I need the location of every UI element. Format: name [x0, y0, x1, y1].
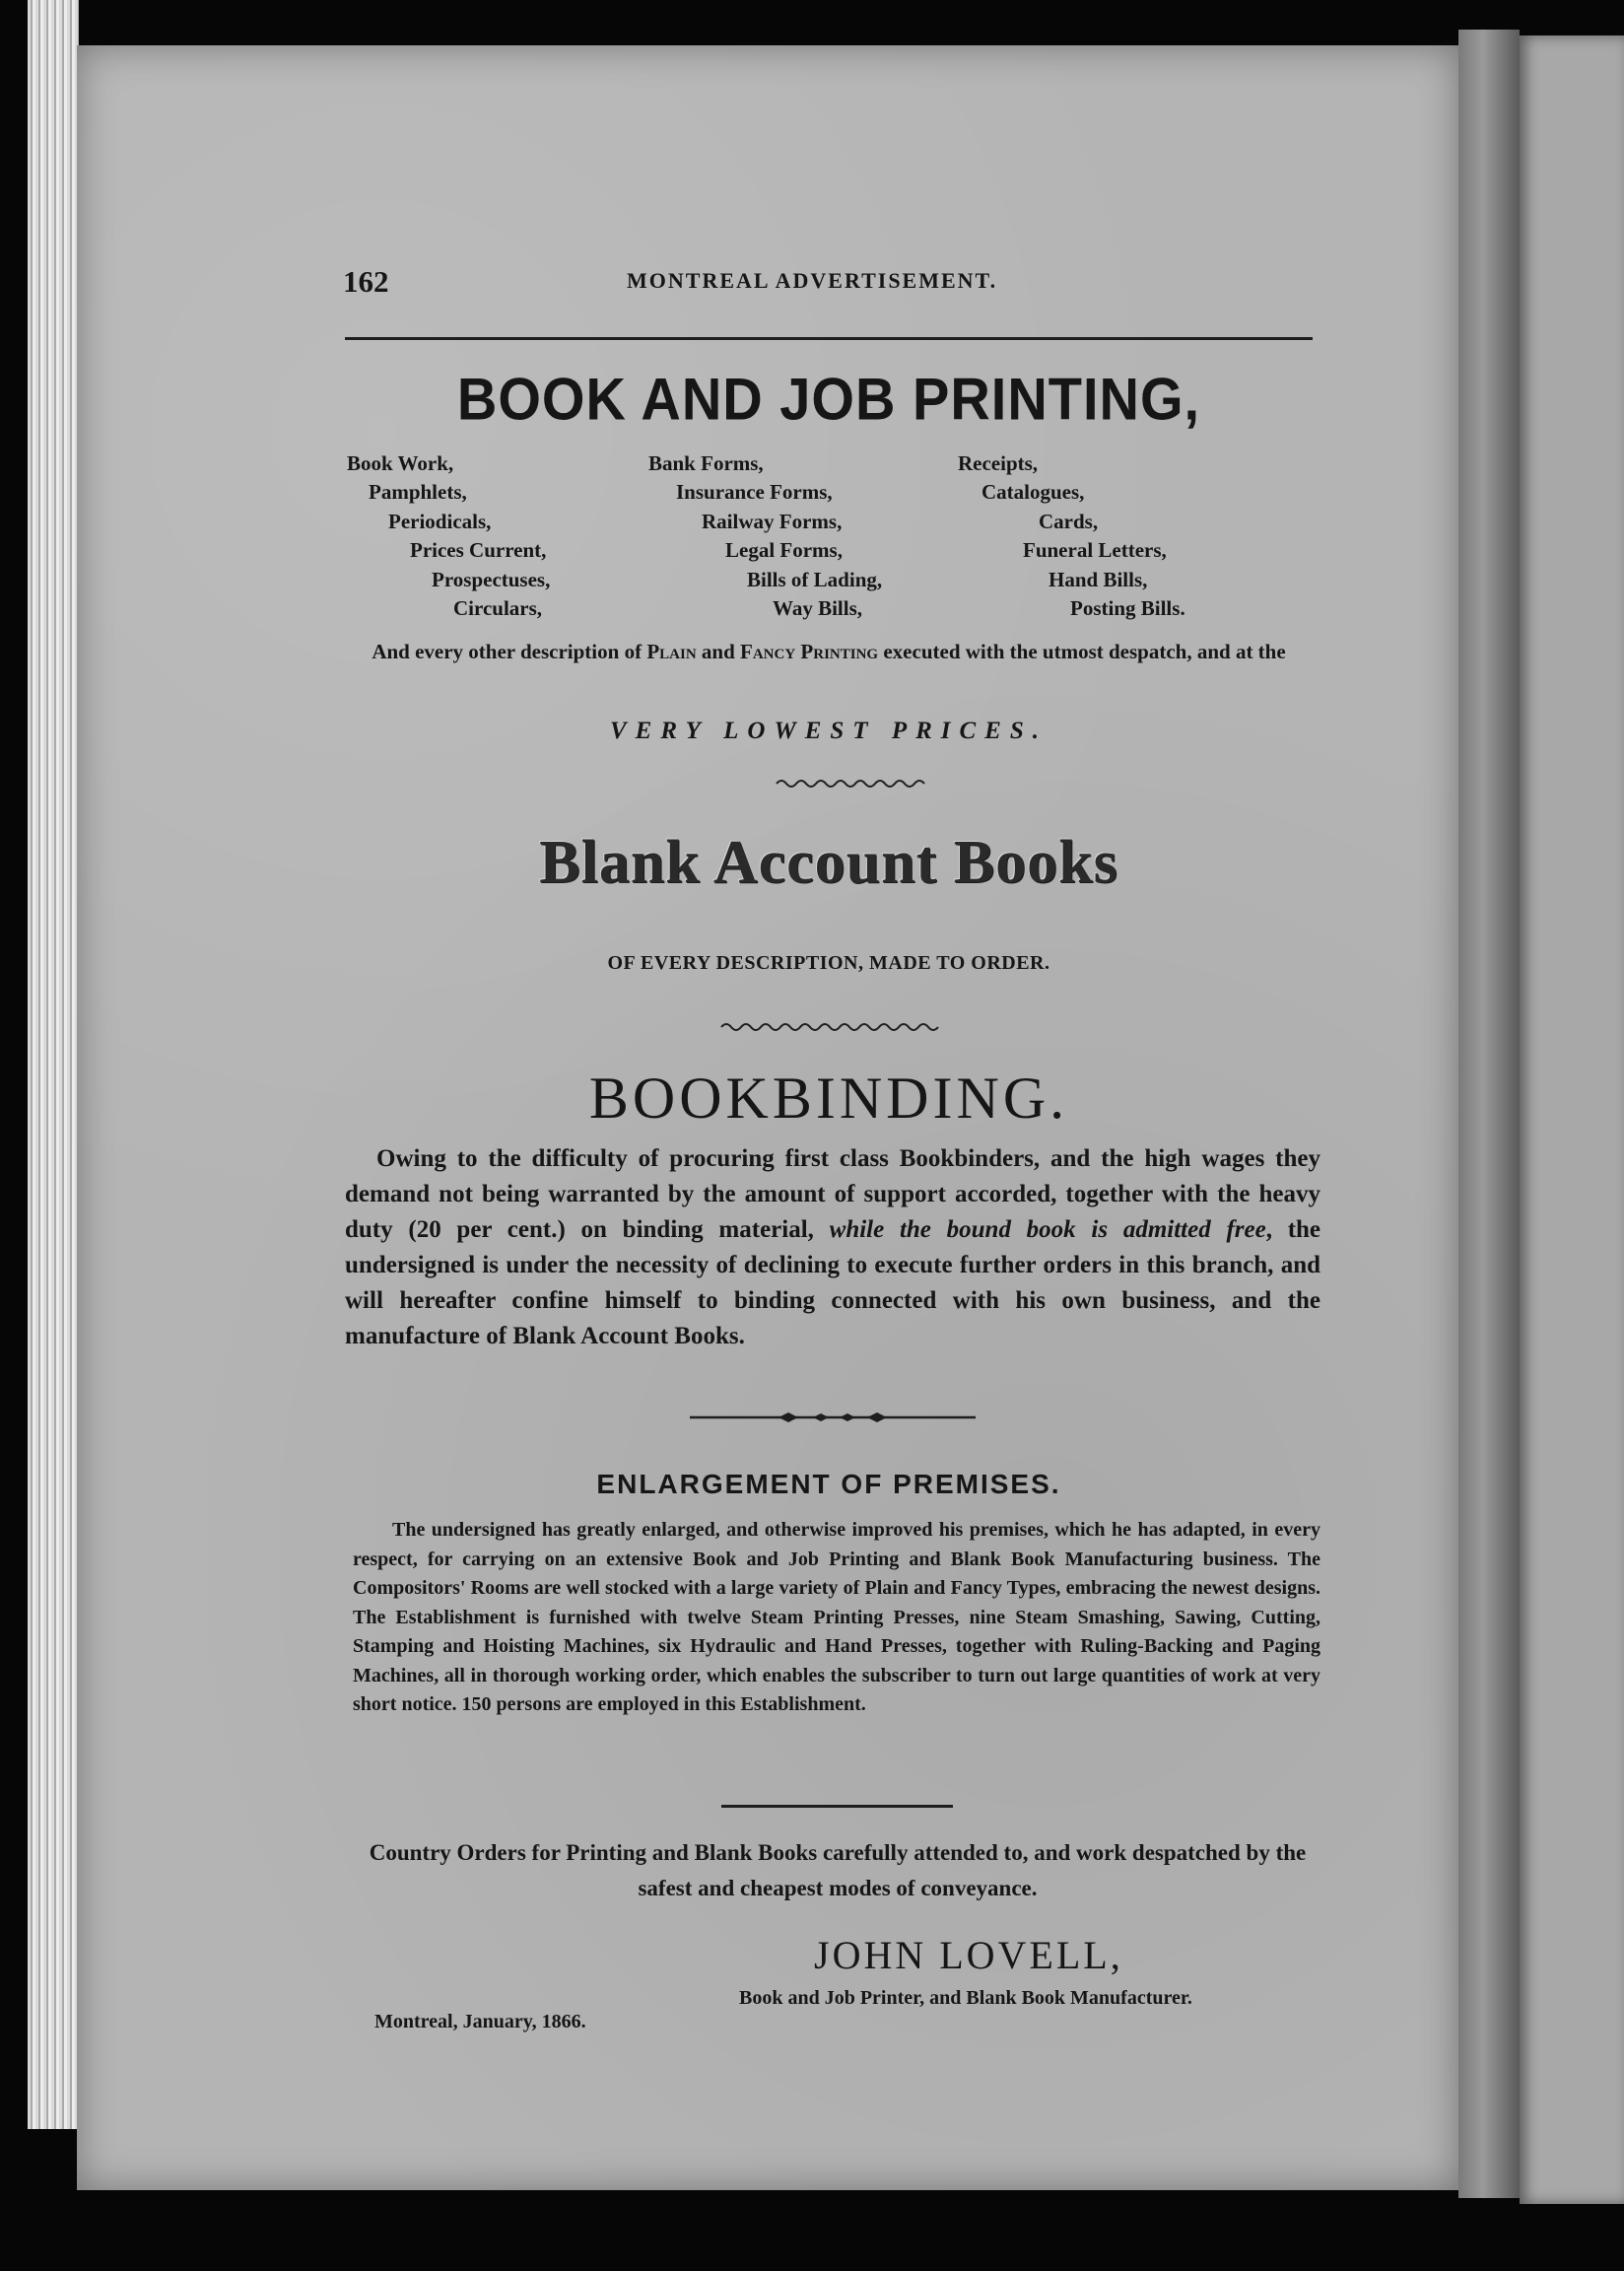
wavy-divider-2 [719, 1021, 942, 1033]
list-item: Way Bills, [773, 596, 863, 621]
printing-list-column-1 [347, 449, 550, 623]
closing-rule [721, 1805, 953, 1808]
heading-enlargement-of-premises: ENLARGEMENT OF PREMISES. [596, 1469, 1061, 1499]
list-item: Funeral Letters, [1023, 538, 1167, 563]
list-item: Book Work, [347, 451, 454, 475]
list-item: Insurance Forms, [676, 480, 833, 505]
blank-books-subheading: OF EVERY DESCRIPTION, MADE TO ORDER. [607, 952, 1050, 974]
signer-name: JOHN LOVELL, [814, 1933, 1123, 1977]
other-printing-description: And every other description of Plain and Fancy Printing executed with the utmost despatch, and at the [372, 640, 1286, 663]
header-rule [345, 337, 1313, 340]
list-item: Receipts, [958, 451, 1039, 475]
heading-bookbinding: BOOKBINDING. [588, 1066, 1069, 1131]
book-gutter [1458, 30, 1520, 2198]
printing-list-column-3 [958, 449, 1185, 623]
heading-book-and-job-printing: BOOK AND JOB PRINTING, [456, 365, 1201, 433]
list-item: Cards, [1039, 509, 1099, 533]
list-item: Railway Forms, [702, 509, 843, 533]
list-item: Catalogues, [981, 480, 1085, 505]
very-lowest-prices: VERY LOWEST PRICES. [610, 718, 1048, 744]
italic-phrase: while the bound book is admitted free [829, 1216, 1266, 1243]
adjacent-page-strip [1520, 35, 1624, 2204]
book-page-edges [28, 0, 79, 2129]
list-item: Periodicals, [388, 509, 492, 533]
list-item: Posting Bills. [1070, 596, 1185, 621]
dateline: Montreal, January, 1866. [374, 2011, 586, 2032]
country-orders-notice: Country Orders for Printing and Blank Books carefully attended to, and work despatched by the safest and cheapest modes of conveyance. [369, 1840, 1307, 1900]
running-head: MONTREAL ADVERTISEMENT. [627, 268, 998, 293]
page-number: 162 [343, 264, 389, 299]
list-item: Bank Forms, [648, 451, 764, 475]
list-item: Bills of Lading, [747, 567, 883, 591]
printing-list-column-2 [648, 449, 882, 623]
plain-printing-label: Plain [646, 640, 697, 663]
wavy-divider-1 [775, 778, 932, 790]
list-item: Circulars, [453, 596, 543, 621]
list-item: Prices Current, [410, 538, 547, 563]
signer-title: Book and Job Printer, and Blank Book Manufacturer. [739, 1987, 1192, 2009]
bookbinding-paragraph: Owing to the difficulty of procuring first class Bookbinders, and the high wages they demand not being warranted by the amount of support accorded, together with the heavy duty (20 per cent.) on binding material, while the bound book is admitted free, the undersigned is under the necessity of declining to execute further orders in this branch, and will hereafter confine himself to binding connected with his own business, and the manufacture of Blank Account Books. [345, 1145, 1321, 1349]
heading-blank-account-books: Blank Account Books [539, 829, 1118, 896]
enlargement-paragraph: The undersigned has greatly enlarged, and otherwise improved his premises, which he has adapted, in every respect, for carrying on an extensive Book and Job Printing and Blank Book Manufacturing business. The Compositors' Rooms are well stocked with a large variety of Plain and Fancy Types, embracing the newest designs. The Establishment is furnished with twelve Steam Printing Presses, nine Steam Smashing, Sawing, Cutting, Stamping and Hoisting Machines, six Hydraulic and Hand Presses, together with Ruling-Backing and Paging Machines, all in thorough working order, which enables the subscriber to turn out large quantities of work at very short notice. 150 persons are employed in this Establishment. [353, 1519, 1320, 1715]
ornamental-divider [690, 1410, 976, 1425]
list-item: Prospectuses, [432, 567, 551, 591]
fancy-printing-label: Fancy Printing [740, 640, 879, 663]
list-item: Hand Bills, [1049, 567, 1148, 591]
list-item: Legal Forms, [725, 538, 843, 563]
list-item: Pamphlets, [369, 480, 467, 505]
